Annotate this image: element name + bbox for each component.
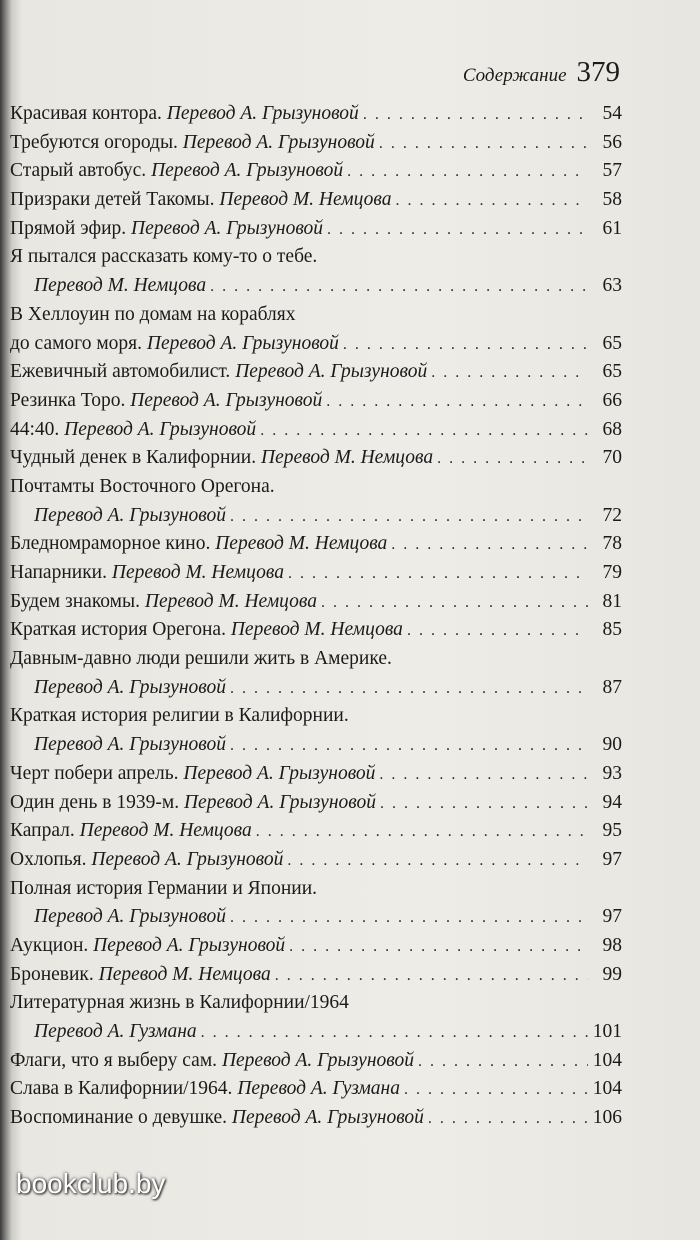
toc-entry-page: 94 — [602, 791, 622, 813]
toc-entry-text — [10, 160, 343, 182]
toc-entry-text — [10, 964, 271, 986]
toc-entry-page: 65 — [602, 332, 622, 354]
toc-entry-translator: Перевод А. Грызуновой — [231, 1107, 424, 1129]
dot-leader — [404, 1081, 588, 1099]
toc-entry — [10, 849, 622, 878]
toc-entry-page: 87 — [602, 676, 622, 698]
toc-entry-translator: Перевод А. Грызуновой — [146, 332, 339, 354]
dot-leader — [326, 393, 588, 411]
toc-entry-text — [10, 705, 349, 727]
toc-entry-text — [10, 533, 387, 555]
dot-leader — [428, 1110, 588, 1128]
toc-entry-translator: Перевод М. Немцова — [34, 275, 207, 297]
toc-entry-page: 61 — [602, 217, 622, 239]
toc-entry-translator: Перевод А. Грызуновой — [34, 676, 227, 698]
table-of-contents — [10, 103, 622, 1136]
dot-leader — [201, 1024, 588, 1042]
toc-entry — [10, 591, 622, 620]
toc-entry-text — [10, 935, 285, 957]
toc-entry-text — [10, 878, 317, 900]
toc-entry — [10, 1050, 622, 1079]
toc-entry-page: 54 — [602, 103, 622, 124]
dot-leader — [379, 766, 588, 784]
toc-entry-text — [10, 361, 427, 383]
header-label: Содержание — [462, 65, 567, 86]
toc-entry-page: 72 — [602, 504, 622, 526]
toc-entry-translator: Перевод М. Немцова — [111, 562, 284, 583]
toc-entry-text — [10, 218, 323, 240]
toc-entry-title: Броневик. — [10, 963, 99, 985]
toc-entry-title: Охлопья. — [10, 848, 92, 870]
toc-entry — [10, 792, 622, 821]
toc-entry-title: Один день в 1939-м. — [10, 791, 184, 813]
toc-entry-text — [10, 1050, 414, 1072]
toc-entry-translator: Перевод А. Грызуновой — [182, 131, 375, 153]
toc-entry-page: 90 — [602, 734, 622, 756]
toc-entry — [10, 447, 622, 476]
dot-leader — [230, 909, 588, 927]
toc-entry-text — [10, 648, 392, 670]
toc-entry — [10, 275, 622, 304]
toc-entry — [10, 533, 622, 562]
toc-entry-text — [34, 1021, 197, 1043]
toc-entry-page: 81 — [602, 590, 622, 612]
toc-entry — [10, 763, 622, 792]
toc-entry-page: 63 — [602, 275, 622, 297]
toc-entry-page: 78 — [602, 533, 622, 555]
toc-entry — [10, 419, 622, 448]
dot-leader — [288, 565, 588, 583]
toc-entry-page: 56 — [602, 131, 622, 153]
toc-entry — [10, 992, 622, 1021]
toc-entry-translator: Перевод А. Гузмана — [34, 1021, 197, 1042]
dot-leader — [230, 508, 588, 526]
toc-entry-text — [10, 103, 359, 125]
toc-entry-title: 44:40. — [10, 418, 65, 440]
toc-entry-title: Флаги, что я выберу сам. — [10, 1049, 222, 1071]
header-page-number: 379 — [576, 56, 620, 88]
toc-entry-page: 104 — [592, 1078, 622, 1100]
toc-entry-title: Давным-давно люди решили жить в Америке. — [10, 648, 392, 670]
dot-leader — [321, 594, 588, 612]
dot-leader — [437, 450, 588, 468]
toc-entry-title: Слава в Калифорнии/1964. — [10, 1078, 238, 1100]
toc-entry-text — [10, 189, 391, 211]
toc-entry-text — [10, 333, 339, 355]
toc-entry-text — [34, 677, 226, 699]
toc-entry-page: 104 — [592, 1049, 622, 1071]
toc-entry-title: В Хеллоуин по домам на кораблях — [10, 303, 296, 325]
toc-entry-translator: Перевод А. Грызуновой — [34, 734, 227, 756]
dot-leader — [260, 422, 588, 440]
toc-entry-page: 85 — [602, 619, 622, 641]
toc-entry-title: Напарники. — [10, 562, 112, 583]
toc-entry-translator: Перевод М. Немцова — [215, 533, 388, 555]
toc-entry — [10, 677, 622, 706]
toc-entry-page: 68 — [602, 418, 622, 440]
toc-entry — [10, 160, 622, 189]
toc-entry — [10, 390, 622, 419]
toc-entry-title: Старый автобус. — [10, 160, 152, 182]
toc-entry-text — [10, 447, 433, 469]
toc-entry-translator: Перевод А. Грызуновой — [183, 791, 376, 813]
toc-entry — [10, 878, 622, 907]
toc-entry-page: 97 — [602, 906, 622, 928]
toc-entry-title: Капрал. — [10, 820, 80, 842]
toc-entry-title: Я пытался рассказать кому-то о тебе. — [10, 246, 318, 268]
toc-entry — [10, 648, 622, 677]
toc-entry — [10, 132, 622, 161]
dot-leader — [343, 336, 588, 354]
toc-entry — [10, 103, 622, 132]
toc-entry-translator: Перевод А. Грызуновой — [130, 389, 323, 411]
toc-entry — [10, 1078, 622, 1107]
toc-entry-text — [34, 505, 226, 527]
toc-entry-translator: Перевод М. Немцова — [144, 590, 317, 612]
toc-entry-translator: Перевод А. Грызуновой — [131, 217, 324, 239]
toc-entry-text — [10, 1078, 400, 1100]
toc-entry — [10, 1021, 622, 1050]
toc-entry-translator: Перевод М. Немцова — [219, 189, 392, 211]
toc-entry-text — [10, 619, 403, 641]
toc-entry-text — [10, 820, 252, 842]
toc-entry — [10, 619, 622, 648]
toc-entry-translator: Перевод А. Грызуновой — [93, 934, 286, 956]
toc-entry-title: Будем знакомы. — [10, 590, 145, 612]
dot-leader — [256, 823, 588, 841]
toc-entry-title: Требуются огороды. — [10, 131, 183, 153]
toc-entry-title: Призраки детей Такомы. — [10, 189, 220, 211]
dot-leader — [363, 106, 588, 124]
toc-entry-title: Прямой эфир. — [10, 217, 132, 239]
toc-entry-text — [10, 246, 317, 268]
toc-entry-page: 106 — [592, 1107, 622, 1129]
toc-entry-page: 57 — [602, 160, 622, 182]
dot-leader — [395, 192, 588, 210]
toc-entry — [10, 246, 622, 275]
toc-entry-title: Резинка Торо. — [10, 389, 131, 411]
dot-leader — [230, 737, 588, 755]
toc-entry-text — [10, 763, 375, 785]
toc-entry-page: 58 — [602, 189, 622, 211]
dot-leader — [347, 163, 588, 181]
running-header — [463, 56, 620, 89]
dot-leader — [287, 852, 588, 870]
dot-leader — [230, 680, 588, 698]
toc-entry-translator: Перевод А. Грызуновой — [221, 1049, 414, 1071]
toc-entry-translator: Перевод А. Грызуновой — [235, 361, 428, 383]
toc-entry — [10, 189, 622, 218]
toc-entry — [10, 964, 622, 993]
toc-entry — [10, 562, 622, 591]
toc-entry-title: Литературная жизнь в Калифорнии/1964 — [10, 992, 349, 1014]
toc-entry — [10, 361, 622, 390]
toc-entry-page: 66 — [602, 389, 622, 411]
toc-entry-translator: Перевод М. Немцова — [79, 820, 252, 842]
toc-entry — [10, 218, 622, 247]
toc-entry-title: Почтамты Восточного Орегона. — [10, 475, 275, 497]
toc-entry-page: 99 — [602, 963, 622, 985]
toc-entry-text — [10, 390, 322, 412]
toc-entry — [10, 935, 622, 964]
toc-entry-title: Краткая история Орегона. — [10, 619, 231, 641]
toc-entry-text — [10, 304, 296, 326]
dot-leader — [379, 135, 588, 153]
toc-entry-page: 95 — [602, 820, 622, 842]
toc-entry-text — [10, 591, 317, 613]
toc-entry-page: 70 — [602, 447, 622, 469]
toc-entry — [10, 820, 622, 849]
dot-leader — [327, 221, 588, 239]
toc-entry — [10, 1107, 622, 1136]
toc-entry — [10, 476, 622, 505]
toc-entry — [10, 304, 622, 333]
toc-entry-title: Чудный денек в Калифорнии. — [10, 447, 261, 469]
toc-entry-page: 79 — [602, 562, 622, 583]
toc-entry-translator: Перевод А. Грызуновой — [183, 762, 376, 784]
toc-entry-title: Черт побери апрель. — [10, 762, 184, 784]
toc-entry-page: 93 — [602, 762, 622, 784]
toc-entry-title: до самого моря. — [10, 332, 147, 354]
toc-entry-translator: Перевод А. Грызуновой — [151, 160, 344, 182]
toc-entry-page: 97 — [602, 848, 622, 870]
toc-entry-translator: Перевод А. Грызуновой — [34, 504, 227, 526]
toc-entry-title: Воспоминание о девушке. — [10, 1107, 232, 1129]
toc-entry-text — [10, 849, 283, 871]
toc-entry-translator: Перевод А. Грызуновой — [64, 418, 257, 440]
toc-entry-page: 101 — [592, 1021, 622, 1042]
watermark-text: bookclub.by — [16, 1168, 166, 1199]
dot-leader — [275, 967, 588, 985]
toc-entry-title: Аукцион. — [10, 934, 94, 956]
toc-entry-translator: Перевод А. Грызуновой — [34, 906, 227, 928]
toc-entry-page: 65 — [602, 361, 622, 383]
toc-entry — [10, 705, 622, 734]
toc-entry-translator: Перевод М. Немцова — [98, 963, 271, 985]
toc-entry-text — [10, 562, 284, 584]
toc-entry-translator: Перевод М. Немцова — [230, 619, 403, 641]
toc-entry-text — [10, 1107, 424, 1129]
toc-entry-translator: Перевод А. Грызуновой — [91, 848, 284, 870]
toc-entry-text — [34, 275, 206, 297]
toc-entry-text — [10, 476, 275, 498]
dot-leader — [289, 938, 588, 956]
dot-leader — [431, 364, 588, 382]
dot-leader — [418, 1053, 588, 1071]
dot-leader — [391, 536, 588, 554]
toc-entry-text — [34, 734, 226, 756]
toc-entry-title: Полная история Германии и Японии. — [10, 877, 318, 899]
toc-entry-text — [10, 992, 349, 1014]
toc-entry — [10, 906, 622, 935]
dot-leader — [380, 795, 588, 813]
toc-entry-text — [10, 132, 375, 154]
toc-entry-translator: Перевод А. Гузмана — [237, 1078, 400, 1100]
toc-entry-title: Красивая контора. — [10, 103, 167, 124]
toc-entry-page: 98 — [602, 934, 622, 956]
dot-leader — [210, 278, 588, 296]
toc-entry-title: Бледномраморное кино. — [10, 533, 216, 555]
toc-entry — [10, 333, 622, 362]
toc-entry-text — [34, 906, 226, 928]
dot-leader — [407, 622, 588, 640]
toc-entry — [10, 505, 622, 534]
toc-entry-translator: Перевод А. Грызуновой — [166, 103, 359, 124]
toc-entry-title: Ежевичный автомобилист. — [10, 361, 236, 383]
toc-entry-translator: Перевод М. Немцова — [261, 447, 434, 469]
toc-entry-text — [10, 792, 376, 814]
toc-entry-title: Краткая история религии в Калифорнии. — [10, 705, 349, 727]
toc-entry-text — [10, 419, 256, 441]
toc-entry — [10, 734, 622, 763]
